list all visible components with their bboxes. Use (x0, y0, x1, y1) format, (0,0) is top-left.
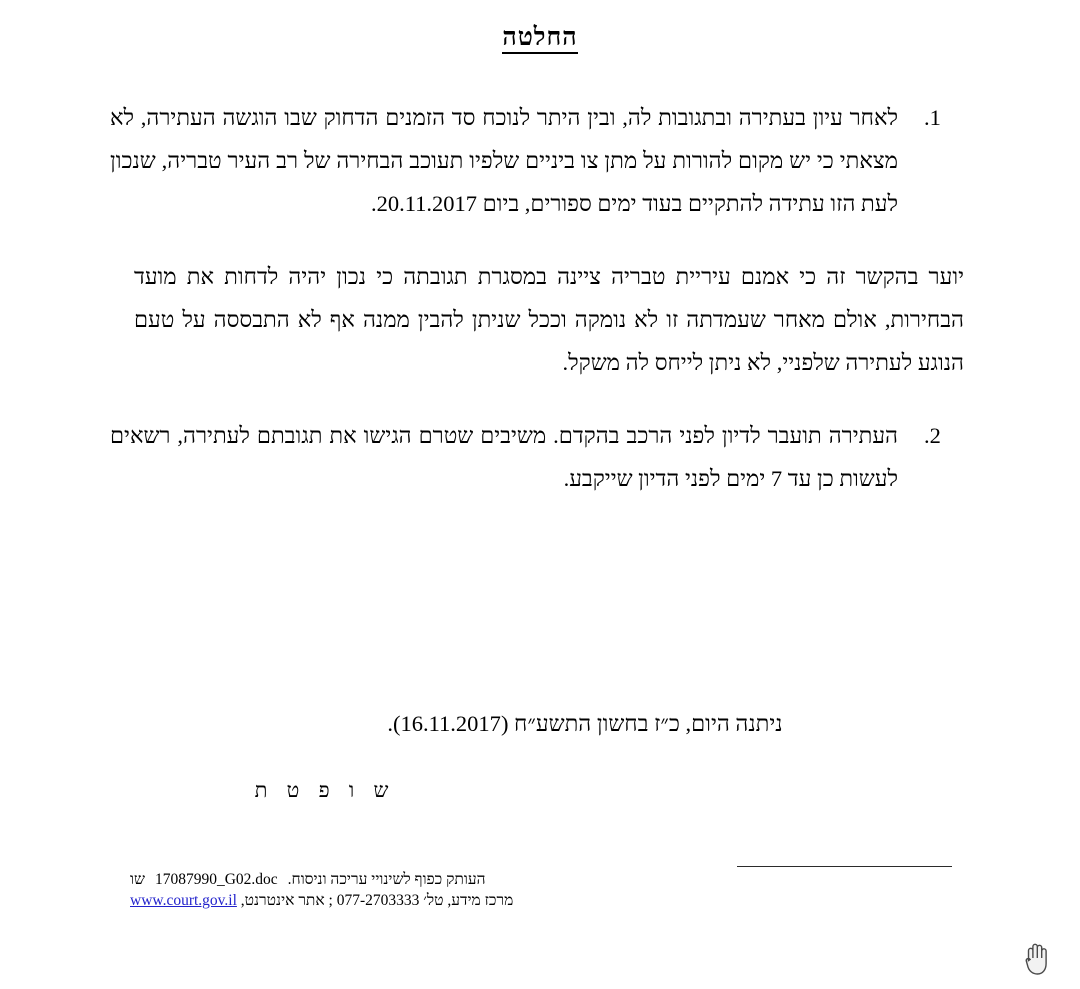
footer-phone-number: 077-2703333 (336, 892, 420, 909)
paragraph-1-number: .1 (924, 105, 941, 130)
paragraph-1 (110, 96, 970, 225)
paragraph-note-text: יוער בהקשר זה כי אמנם עיריית טבריה ציינה במסגרת תגובתה כי נכון יהיה לדחות את מועד הבחירות, אולם מאחר שעמדתה זו לא נומקה וככל שניתן להבין ממנה אף לא התבססה על טעם הנוגע לעתירה שלפניי, לא ניתן לייחס לה משקל. (134, 264, 964, 375)
footer-website-link[interactable]: www.court.gov.il (130, 892, 237, 909)
footer-divider (737, 866, 952, 867)
judge-signature-title: ש ו פ ט ת (254, 778, 396, 802)
document-body (110, 96, 970, 736)
footer-line-1 (130, 869, 952, 890)
paragraph-1-text: לאחר עיון בעתירה ובתגובות לה, ובין היתר לנוכח סד הזמנים הדחוק שבו הוגשה העתירה, לא מצאתי כי יש מקום להורות על מתן צו ביניים שלפיו תעוכב הבחירה של רב העיר טבריה, שנכון לעת הזו עתידה להתקיים בעוד ימים ספורים, ביום 20.11.2017. (110, 105, 898, 216)
open-hand-grab-cursor (1020, 938, 1054, 978)
paragraph-2 (110, 414, 970, 500)
footer-copy-notice: העותק כפוף לשינויי עריכה וניסוח. (287, 871, 486, 888)
paragraph-2-number: .2 (924, 423, 941, 448)
paragraph-note (110, 255, 970, 384)
footer-line-2 (130, 890, 952, 911)
page-title-text: החלטה (502, 24, 577, 54)
footer-line1-suffix: שו (130, 871, 145, 888)
page-footer (130, 866, 952, 911)
page-title (0, 24, 1080, 52)
footer-document-id: 17087990_G02.doc (154, 871, 278, 888)
footer-info-center-label: מרכז מידע, טל׳ (423, 892, 514, 909)
paragraph-2-text: העתירה תועבר לדיון לפני הרכב בהקדם. משיבים שטרם הגישו את תגובתם לעתירה, רשאים לעשות כן עד 7 ימים לפני הדיון שייקבע. (110, 423, 898, 491)
given-on-date: ניתנה היום, כ״ז בחשון התשע״ח (16.11.2017). (387, 711, 783, 736)
footer-website-label: ; אתר אינטרנט, (240, 892, 333, 909)
